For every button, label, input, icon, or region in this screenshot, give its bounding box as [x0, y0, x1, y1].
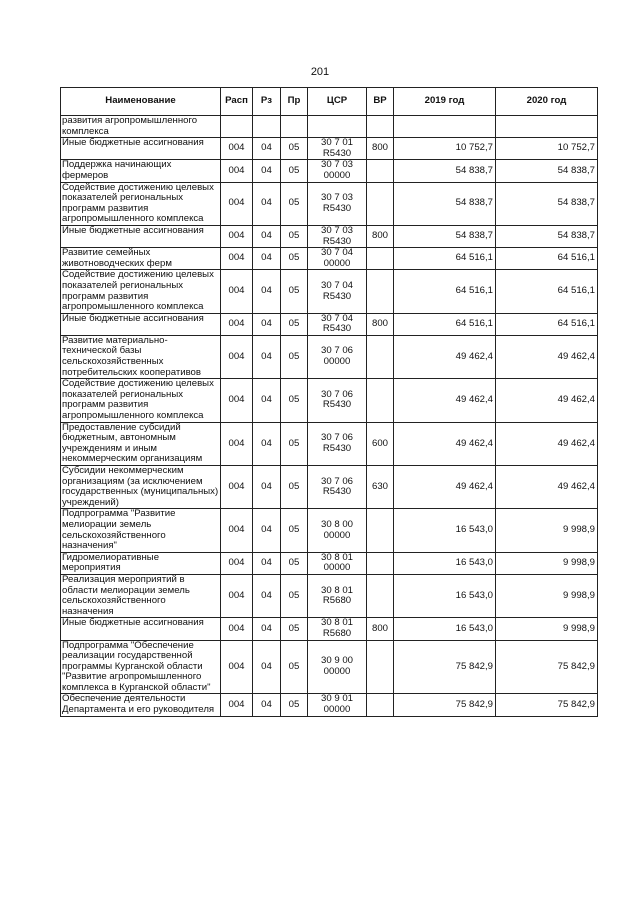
cell-vr [367, 270, 394, 313]
cell-y2020: 54 838,7 [496, 225, 598, 247]
cell-csr: 30 7 01 R5430 [308, 138, 367, 160]
cell-csr: 30 7 04 R5430 [308, 270, 367, 313]
cell-name: Иные бюджетные ассигнования [61, 225, 221, 247]
budget-table [60, 87, 598, 717]
cell-csr: 30 9 00 00000 [308, 640, 367, 694]
cell-csr: 30 7 06 R5430 [308, 379, 367, 422]
cell-csr: 30 7 03 R5430 [308, 225, 367, 247]
cell-y2019: 54 838,7 [394, 225, 496, 247]
cell-vr [367, 574, 394, 617]
cell-y2020: 10 752,7 [496, 138, 598, 160]
cell-y2020: 9 998,9 [496, 574, 598, 617]
cell-pr: 05 [281, 379, 308, 422]
cell-pr: 05 [281, 552, 308, 574]
cell-y2019: 16 543,0 [394, 618, 496, 640]
cell-rasp: 004 [221, 509, 253, 552]
table-row [61, 509, 598, 552]
table-row [61, 335, 598, 378]
cell-y2019: 16 543,0 [394, 509, 496, 552]
cell-rasp: 004 [221, 182, 253, 225]
cell-csr: 30 7 03 R5430 [308, 182, 367, 225]
cell-rasp: 004 [221, 270, 253, 313]
cell-csr: 30 7 06 00000 [308, 335, 367, 378]
cell-rz: 04 [253, 270, 281, 313]
cell-name: Гидромелиоративные мероприятия [61, 552, 221, 574]
cell-y2019: 64 516,1 [394, 313, 496, 335]
header-pr: Пр [281, 88, 308, 116]
cell-y2019: 16 543,0 [394, 574, 496, 617]
cell-y2019: 54 838,7 [394, 182, 496, 225]
cell-y2019: 64 516,1 [394, 248, 496, 270]
cell-name: Реализация мероприятий в области мелиорации земель сельскохозяйственного назначения [61, 574, 221, 617]
cell-vr: 600 [367, 422, 394, 465]
cell-vr [367, 116, 394, 138]
cell-y2020: 54 838,7 [496, 160, 598, 182]
cell-y2019: 75 842,9 [394, 640, 496, 694]
cell-rasp: 004 [221, 160, 253, 182]
cell-name: Подпрограмма "Развитие мелиорации земель сельскохозяйственного назначения" [61, 509, 221, 552]
cell-csr: 30 8 00 00000 [308, 509, 367, 552]
cell-rasp: 004 [221, 138, 253, 160]
cell-vr [367, 160, 394, 182]
cell-rasp: 004 [221, 574, 253, 617]
cell-rasp: 004 [221, 466, 253, 509]
cell-rz: 04 [253, 160, 281, 182]
cell-pr: 05 [281, 270, 308, 313]
cell-rz: 04 [253, 509, 281, 552]
cell-name: Субсидии некоммерческим организациям (за исключением государственных (муниципальных) учреждений) [61, 466, 221, 509]
table-row [61, 225, 598, 247]
cell-rz: 04 [253, 574, 281, 617]
cell-rz: 04 [253, 335, 281, 378]
cell-vr [367, 509, 394, 552]
cell-name: Иные бюджетные ассигнования [61, 138, 221, 160]
cell-rasp: 004 [221, 694, 253, 716]
cell-name: Обеспечение деятельности Департамента и его руководителя [61, 694, 221, 716]
header-csr: ЦСР [308, 88, 367, 116]
cell-y2019: 49 462,4 [394, 335, 496, 378]
cell-rasp: 004 [221, 552, 253, 574]
page-number: 201 [310, 66, 330, 78]
cell-vr [367, 379, 394, 422]
cell-rz: 04 [253, 248, 281, 270]
cell-y2019: 49 462,4 [394, 466, 496, 509]
table-row [61, 160, 598, 182]
cell-rasp: 004 [221, 225, 253, 247]
cell-pr: 05 [281, 640, 308, 694]
cell-csr [308, 116, 367, 138]
table-row [61, 422, 598, 465]
cell-name: Предоставление субсидий бюджетным, автономным учреждениям и иным некоммерческим организациям [61, 422, 221, 465]
cell-y2019: 16 543,0 [394, 552, 496, 574]
cell-y2019: 64 516,1 [394, 270, 496, 313]
cell-pr: 05 [281, 182, 308, 225]
table-row [61, 552, 598, 574]
cell-y2020 [496, 116, 598, 138]
header-name: Наименование [61, 88, 221, 116]
table-row [61, 379, 598, 422]
cell-name: Поддержка начинающих фермеров [61, 160, 221, 182]
header-rz: Рз [253, 88, 281, 116]
cell-rz: 04 [253, 138, 281, 160]
cell-pr: 05 [281, 618, 308, 640]
cell-pr: 05 [281, 335, 308, 378]
cell-y2019: 10 752,7 [394, 138, 496, 160]
cell-vr [367, 640, 394, 694]
cell-y2020: 64 516,1 [496, 313, 598, 335]
cell-y2020: 49 462,4 [496, 335, 598, 378]
cell-y2020: 49 462,4 [496, 466, 598, 509]
cell-rz: 04 [253, 182, 281, 225]
cell-y2019: 75 842,9 [394, 694, 496, 716]
cell-y2020: 49 462,4 [496, 422, 598, 465]
cell-rz: 04 [253, 225, 281, 247]
cell-rasp: 004 [221, 248, 253, 270]
cell-y2020: 75 842,9 [496, 694, 598, 716]
cell-y2019: 49 462,4 [394, 422, 496, 465]
cell-pr: 05 [281, 574, 308, 617]
cell-pr: 05 [281, 248, 308, 270]
cell-name: Подпрограмма "Обеспечение реализации государственной программы Курганской области "Развитие агропромышленного комплекса в Курганской области" [61, 640, 221, 694]
table-row [61, 694, 598, 716]
table-row [61, 182, 598, 225]
cell-rasp: 004 [221, 379, 253, 422]
cell-pr: 05 [281, 160, 308, 182]
cell-rasp: 004 [221, 335, 253, 378]
cell-pr: 05 [281, 694, 308, 716]
cell-name: Развитие материально-технической базы сельскохозяйственных потребительских кооперативов [61, 335, 221, 378]
cell-name: Содействие достижению целевых показателей региональных программ развития агропромышленного комплекса [61, 182, 221, 225]
cell-rz: 04 [253, 379, 281, 422]
cell-rz [253, 116, 281, 138]
cell-csr: 30 8 01 R5680 [308, 574, 367, 617]
cell-y2019: 49 462,4 [394, 379, 496, 422]
cell-pr [281, 116, 308, 138]
table-row [61, 574, 598, 617]
cell-pr: 05 [281, 422, 308, 465]
table-body [61, 116, 598, 717]
cell-vr [367, 335, 394, 378]
cell-vr: 800 [367, 138, 394, 160]
cell-y2020: 9 998,9 [496, 552, 598, 574]
cell-csr: 30 8 01 R5680 [308, 618, 367, 640]
table-row [61, 313, 598, 335]
cell-csr: 30 7 06 R5430 [308, 422, 367, 465]
cell-rasp: 004 [221, 422, 253, 465]
table-row [61, 138, 598, 160]
cell-vr [367, 552, 394, 574]
cell-csr: 30 7 04 00000 [308, 248, 367, 270]
cell-rasp: 004 [221, 640, 253, 694]
cell-rz: 04 [253, 618, 281, 640]
cell-pr: 05 [281, 138, 308, 160]
cell-name: Содействие достижению целевых показателей региональных программ развития агропромышленного комплекса [61, 270, 221, 313]
cell-name: Содействие достижению целевых показателей региональных программ развития агропромышленного комплекса [61, 379, 221, 422]
cell-rz: 04 [253, 694, 281, 716]
cell-rasp: 004 [221, 313, 253, 335]
cell-rz: 04 [253, 466, 281, 509]
cell-vr: 800 [367, 618, 394, 640]
table-row [61, 618, 598, 640]
header-2020: 2020 год [496, 88, 598, 116]
cell-name: Развитие семейных животноводческих ферм [61, 248, 221, 270]
cell-rasp: 004 [221, 618, 253, 640]
header-2019: 2019 год [394, 88, 496, 116]
cell-y2020: 9 998,9 [496, 618, 598, 640]
header-rasp: Расп [221, 88, 253, 116]
cell-csr: 30 7 06 R5430 [308, 466, 367, 509]
table-row [61, 248, 598, 270]
cell-pr: 05 [281, 509, 308, 552]
cell-vr [367, 182, 394, 225]
cell-y2019 [394, 116, 496, 138]
cell-csr: 30 7 03 00000 [308, 160, 367, 182]
cell-rz: 04 [253, 313, 281, 335]
cell-rz: 04 [253, 640, 281, 694]
table-row [61, 116, 598, 138]
cell-csr: 30 7 04 R5430 [308, 313, 367, 335]
cell-name: Иные бюджетные ассигнования [61, 313, 221, 335]
cell-csr: 30 9 01 00000 [308, 694, 367, 716]
cell-name: развития агропромышленного комплекса [61, 116, 221, 138]
cell-name: Иные бюджетные ассигнования [61, 618, 221, 640]
table-header [61, 88, 598, 116]
cell-y2020: 9 998,9 [496, 509, 598, 552]
cell-y2020: 64 516,1 [496, 270, 598, 313]
cell-vr: 800 [367, 225, 394, 247]
header-vr: ВР [367, 88, 394, 116]
cell-rz: 04 [253, 422, 281, 465]
cell-vr: 800 [367, 313, 394, 335]
cell-csr: 30 8 01 00000 [308, 552, 367, 574]
cell-rasp [221, 116, 253, 138]
cell-y2019: 54 838,7 [394, 160, 496, 182]
table-row [61, 270, 598, 313]
cell-rz: 04 [253, 552, 281, 574]
cell-pr: 05 [281, 313, 308, 335]
cell-y2020: 54 838,7 [496, 182, 598, 225]
cell-vr [367, 248, 394, 270]
cell-pr: 05 [281, 225, 308, 247]
cell-vr [367, 694, 394, 716]
cell-pr: 05 [281, 466, 308, 509]
table-row [61, 466, 598, 509]
cell-vr: 630 [367, 466, 394, 509]
table-row [61, 640, 598, 694]
cell-y2020: 49 462,4 [496, 379, 598, 422]
cell-y2020: 64 516,1 [496, 248, 598, 270]
cell-y2020: 75 842,9 [496, 640, 598, 694]
